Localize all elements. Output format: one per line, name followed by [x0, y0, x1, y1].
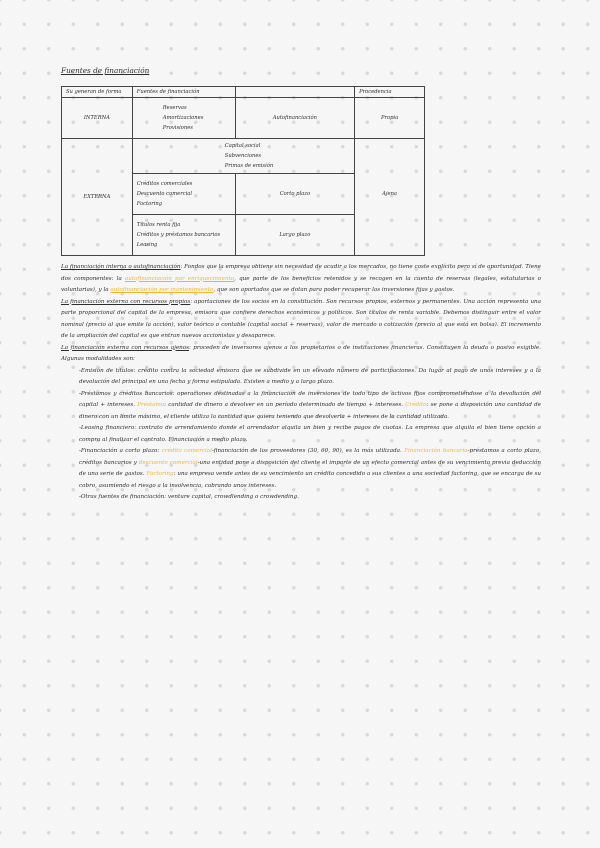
highlight: Préstamo	[137, 402, 165, 408]
list-item: Primas de emisión	[224, 163, 274, 169]
interna-provenance: Propia	[355, 98, 425, 139]
highlight: descuento comercial	[138, 459, 198, 466]
list-item: Descuento comercial	[136, 191, 192, 197]
highlight: Financiación bancaria	[404, 448, 468, 454]
highlight: autofinanciación por mantenimiento	[110, 287, 214, 293]
label-interna: INTERNA	[62, 98, 133, 139]
highlight: crédito comercial	[161, 448, 212, 454]
list-item: Provisiones	[162, 125, 193, 131]
interna-type: Autofinanciación	[235, 98, 355, 139]
lead-interna: La financiación interna o autofinanciación	[61, 264, 181, 270]
paragraph-ajenos: La financiación externa con recursos ajenos: proceden de inversores ajenos a los propietarios o de instituciones financieras. Constituyen la deuda o pasivo exigible. Algunas modalidades son:	[61, 344, 541, 362]
bullet-leasing: -Leasing financiero: contrato de arrendamiento donde el arrendador alquila un bien y recibe pagos de cuotas. La empresa que alquila el bien tiene opción a compra al finalizar el contrato. Financiación a medio plazo.	[79, 425, 541, 443]
interna-items	[132, 98, 235, 139]
lead-propios: La financiación externa con recursos propios	[61, 298, 191, 305]
header-type	[235, 87, 355, 98]
bullet-prestamos: -Préstamos y créditos bancarios: operaciones destinadas a la financiación de inversiones de todo tipo de activos fijos comprometiéndose a la devolución del capital + intereses. Préstamo: cantidad de dinero a devolver en un período determinado de tiempo + intereses. Crédito: se pone a disposición una cantidad de dinero con un límite máximo, el cliente utiliza la cantidad que quiera teniendo que devolverla + intereses de la cantidad utilizada.	[79, 390, 541, 420]
bullet-corto-plazo: -Financiación a corto plazo: crédito comercial-financiación de los proveedores (30, 60, 90), es la más utilizada. Financiación bancaria-préstamos a corto plazo, créditos bancarios y descuento comercial-una entidad pone a disposición del cliente el importe de un efecto comercial antes de su vencimiento previa deducción de una serie de gastos. Factoring: una empresa vende antes de su vencimiento un crédito concedido a sus clientes a una sociedad factoring, que se encarga de su cobro, asumiendo el riesgo a la insolvencia, cobrando unos intereses.	[79, 448, 542, 489]
list-item: Factoring	[136, 201, 163, 207]
corto-label: Corto plazo	[235, 174, 355, 215]
lead-ajenos: La financiación externa con recursos ajenos	[61, 344, 189, 351]
highlight: autofinanciación por enriquecimiento	[124, 275, 235, 282]
list-item: Créditos comerciales	[136, 181, 193, 187]
paragraph-propios: La financiación externa con recursos propios: aportaciones de los socios en la constitución. Son recursos propios, externos y permanentes. Una acción representa una parte proporcional del capital de la empresa, emisora que confiere derechos económicos y políticos. Son títulos de renta variable. Debemos distinguir entre el valor nominal (precio al que emite la acción), valor teórico o contable (capital social + reservas), valor de mercado o cotización (precio al que está en bolsa). El incremento de la ampliación del capital es que entran nuevos accionistas y desaparece.	[61, 298, 541, 339]
table-header-row	[62, 87, 425, 98]
highlight: Crédito	[405, 402, 427, 408]
page-title: Fuentes de financiación	[61, 66, 150, 75]
header-source: Fuentes de financiación	[132, 87, 235, 98]
label-externa: EXTERNA	[62, 139, 133, 256]
bullet-titulos: -Emisión de títulos: crédito contra la sociedad emisora que se subdivide en un elevado número de participaciones. Da lugar al pago de unos intereses y a la devolución del principal en una fecha y forma estipulada. Existen a medio y a largo plazo.	[79, 367, 541, 385]
highlight: Factoring	[146, 471, 174, 477]
bullet-otras: -Otras fuentes de financiación: venture capital, crowdlending o crowdending.	[79, 494, 299, 500]
corto-items	[132, 174, 235, 215]
body-text	[61, 262, 541, 504]
externa-propia-items	[132, 139, 354, 174]
list-item: Capital social	[224, 143, 261, 149]
financing-sources-table	[61, 86, 425, 256]
list-item: Leasing	[136, 242, 158, 248]
list-item: Créditos y préstamos bancarios	[136, 232, 221, 238]
largo-label: Largo plazo	[235, 215, 355, 256]
list-item: Amortizaciones	[162, 115, 204, 121]
header-origin: Su generan de forma	[62, 87, 133, 98]
list-item: Títulos renta fija	[136, 222, 181, 228]
externa-provenance: Ajena	[355, 174, 425, 215]
table-row-interna	[62, 98, 425, 139]
paragraph-interna: La financiación interna o autofinanciación: Fondos que la empresa obtiene sin necesidad de acudir a los mercados, no tiene coste explícito pero sí de oportunidad. Tiene dos componentes: la autofinanciación por enriquecimiento, que parte de los beneficios retenidos y se recogen en la cuenta de reservas (legales, estatutarias o voluntarias), y la autofinanciación por mantenimiento, que son aportados que se dotan para poder recuperar las inversiones fijas y gastos.	[61, 264, 541, 293]
list-item: Subvenciones	[224, 153, 262, 159]
table-row-propios	[62, 139, 425, 174]
largo-items	[132, 215, 235, 256]
list-item: Reservas	[162, 105, 187, 111]
header-provenance: Procedencia	[355, 87, 425, 98]
